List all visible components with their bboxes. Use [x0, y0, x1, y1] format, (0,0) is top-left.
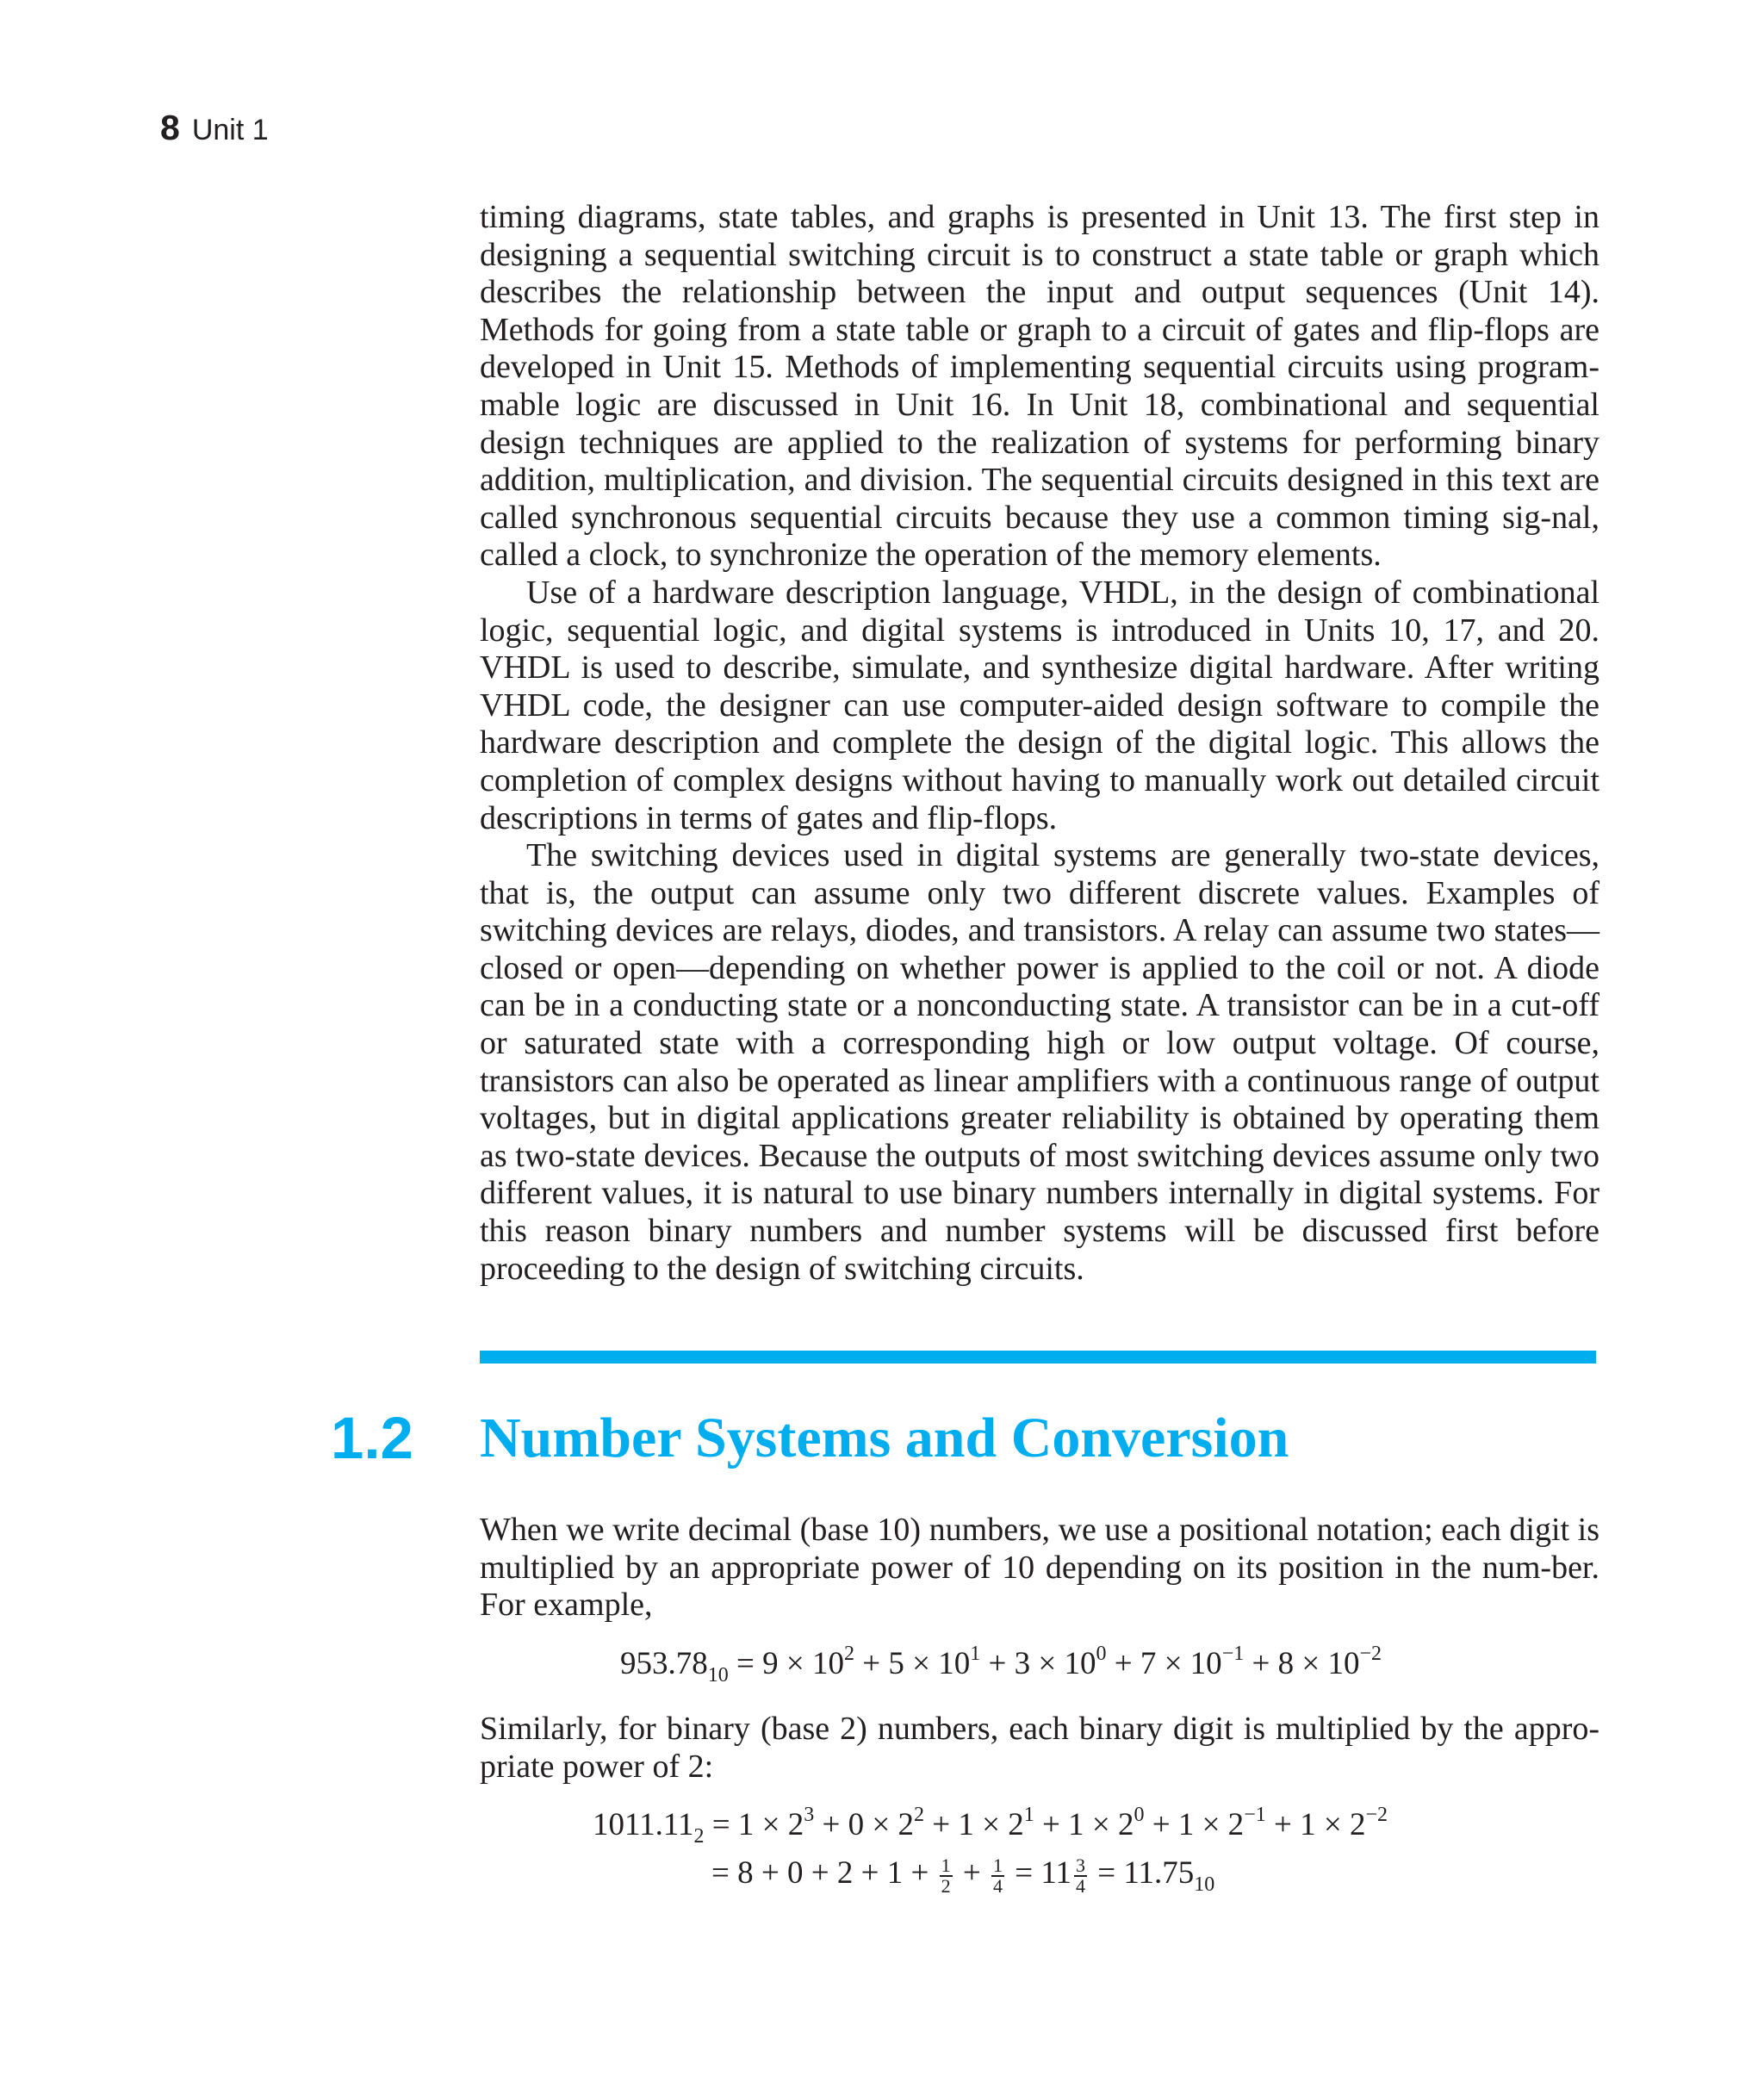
eq1-term: = 9 × 10	[736, 1646, 844, 1681]
intro-text	[480, 199, 1599, 1288]
mixed-number-whole: = 11	[1006, 1855, 1071, 1891]
page-number: 8	[160, 108, 180, 147]
eq1-term: + 5 × 10	[854, 1646, 971, 1681]
eq2-exponent: −1	[1244, 1804, 1266, 1826]
unit-label: Unit 1	[191, 114, 269, 146]
section-divider	[480, 1351, 1596, 1364]
section-title: Number Systems and Conversion	[480, 1407, 1289, 1469]
section-number: 1.2	[331, 1405, 413, 1471]
decimal-result: = 11.75	[1089, 1855, 1195, 1891]
section-paragraph-2: Similarly, for binary (base 2) numbers, each binary digit is multiplied by the appro-priate power of 2:	[480, 1711, 1599, 1785]
decimal-expansion-equation	[620, 1643, 1382, 1687]
intro-paragraph-2: Use of a hardware description language, VHDL, in the design of combinational logic, sequential logic, and digital systems is introduced in Units 10, 17, and 20. VHDL is used to describe, simulate, and synthesize digital hardware. After writing VHDL code, the designer can use computer-aided design software to compile the hardware description and complete the design of the digital logic. This allows the completion of complex designs without having to manually work out detailed circuit descriptions in terms of gates and flip-flops.	[480, 574, 1599, 836]
binary-sum-equation	[711, 1854, 1214, 1896]
eq2-exponent: 0	[1134, 1804, 1145, 1826]
eq1-exponent: 0	[1096, 1643, 1107, 1665]
eq2-lhs-base: 2	[693, 1825, 705, 1848]
eq2-exponent: 3	[804, 1804, 815, 1826]
eq2-term: = 1 × 2	[711, 1807, 804, 1842]
eq1-exponent: −2	[1359, 1643, 1382, 1665]
binary-expansion-equation	[593, 1804, 1388, 1848]
eq1-exponent: −1	[1221, 1643, 1245, 1665]
eq2-exponent: −2	[1365, 1804, 1388, 1826]
eq2-term: + 1 × 2	[923, 1807, 1024, 1842]
section-paragraph-1: When we write decimal (base 10) numbers, we use a positional notation; each digit is multiplied by an appropriate power of 10 depending on its position in the num-ber. For example,	[480, 1512, 1599, 1624]
fraction-one-half: $\frac{1}{2}$	[941, 1854, 951, 1897]
fraction-three-quarters: $\frac{3}{4}$	[1075, 1854, 1085, 1897]
eq2-exponent: 2	[913, 1804, 924, 1826]
eq2-lhs: 1011.11	[593, 1807, 694, 1842]
eq1-lhs: 953.78	[620, 1646, 708, 1681]
eq1-term: + 8 × 10	[1244, 1646, 1360, 1681]
plus-sign: +	[954, 1855, 989, 1891]
intro-paragraph-3: The switching devices used in digital systems are generally two-state devices, that is, the output can assume only two different discrete values. Examples of switching devices are relays, diodes, and transistors. A relay can assume two states—closed or open—depending on whether power is applied to the coil or not. A diode can be in a conducting state or a nonconducting state. A transistor can be in a cut-off or saturated state with a corresponding high or low output voltage. Of course, transistors can also be operated as linear amplifiers with a continuous range of output voltages, but in digital applications greater reliability is obtained by operating them as two-state devices. Because the outputs of most switching devices assume only two different values, it is natural to use binary numbers internally in digital systems. For this reason binary numbers and number systems will be discussed first before proceeding to the design of switching circuits.	[480, 837, 1599, 1287]
eq1-exponent: 1	[970, 1643, 981, 1665]
eq2-term: + 1 × 2	[1265, 1807, 1366, 1842]
eq2-sum-start: = 8 + 0 + 2 + 1 +	[711, 1855, 937, 1891]
eq1-lhs-base: 10	[707, 1664, 729, 1687]
eq1-term: + 3 × 10	[980, 1646, 1096, 1681]
eq2-term: + 1 × 2	[1034, 1807, 1134, 1842]
section-text-2	[480, 1711, 1599, 1786]
eq2-exponent: 1	[1023, 1804, 1034, 1826]
eq2-term: + 1 × 2	[1144, 1807, 1245, 1842]
running-head	[160, 110, 269, 146]
eq2-term: + 0 × 2	[814, 1807, 914, 1842]
fraction-one-quarter: $\frac{1}{4}$	[992, 1854, 1003, 1897]
eq1-exponent: 2	[843, 1643, 854, 1665]
eq1-term: + 7 × 10	[1106, 1646, 1222, 1681]
decimal-result-base: 10	[1194, 1873, 1215, 1896]
section-text-1	[480, 1512, 1599, 1624]
intro-paragraph-1: timing diagrams, state tables, and graphs is presented in Unit 13. The first step in designing a sequential switching circuit is to construct a state table or graph which describes the relationship between the input and output sequences (Unit 14). Methods for going from a state table or graph to a circuit of gates and flip-flops are developed in Unit 15. Methods of implementing sequential circuits using program-mable logic are discussed in Unit 16. In Unit 18, combinational and sequential design techniques are applied to the realization of systems for performing binary addition, multiplication, and division. The sequential circuits designed in this text are called synchronous sequential circuits because they use a common timing sig-nal, called a clock, to synchronize the operation of the memory elements.	[480, 199, 1599, 574]
